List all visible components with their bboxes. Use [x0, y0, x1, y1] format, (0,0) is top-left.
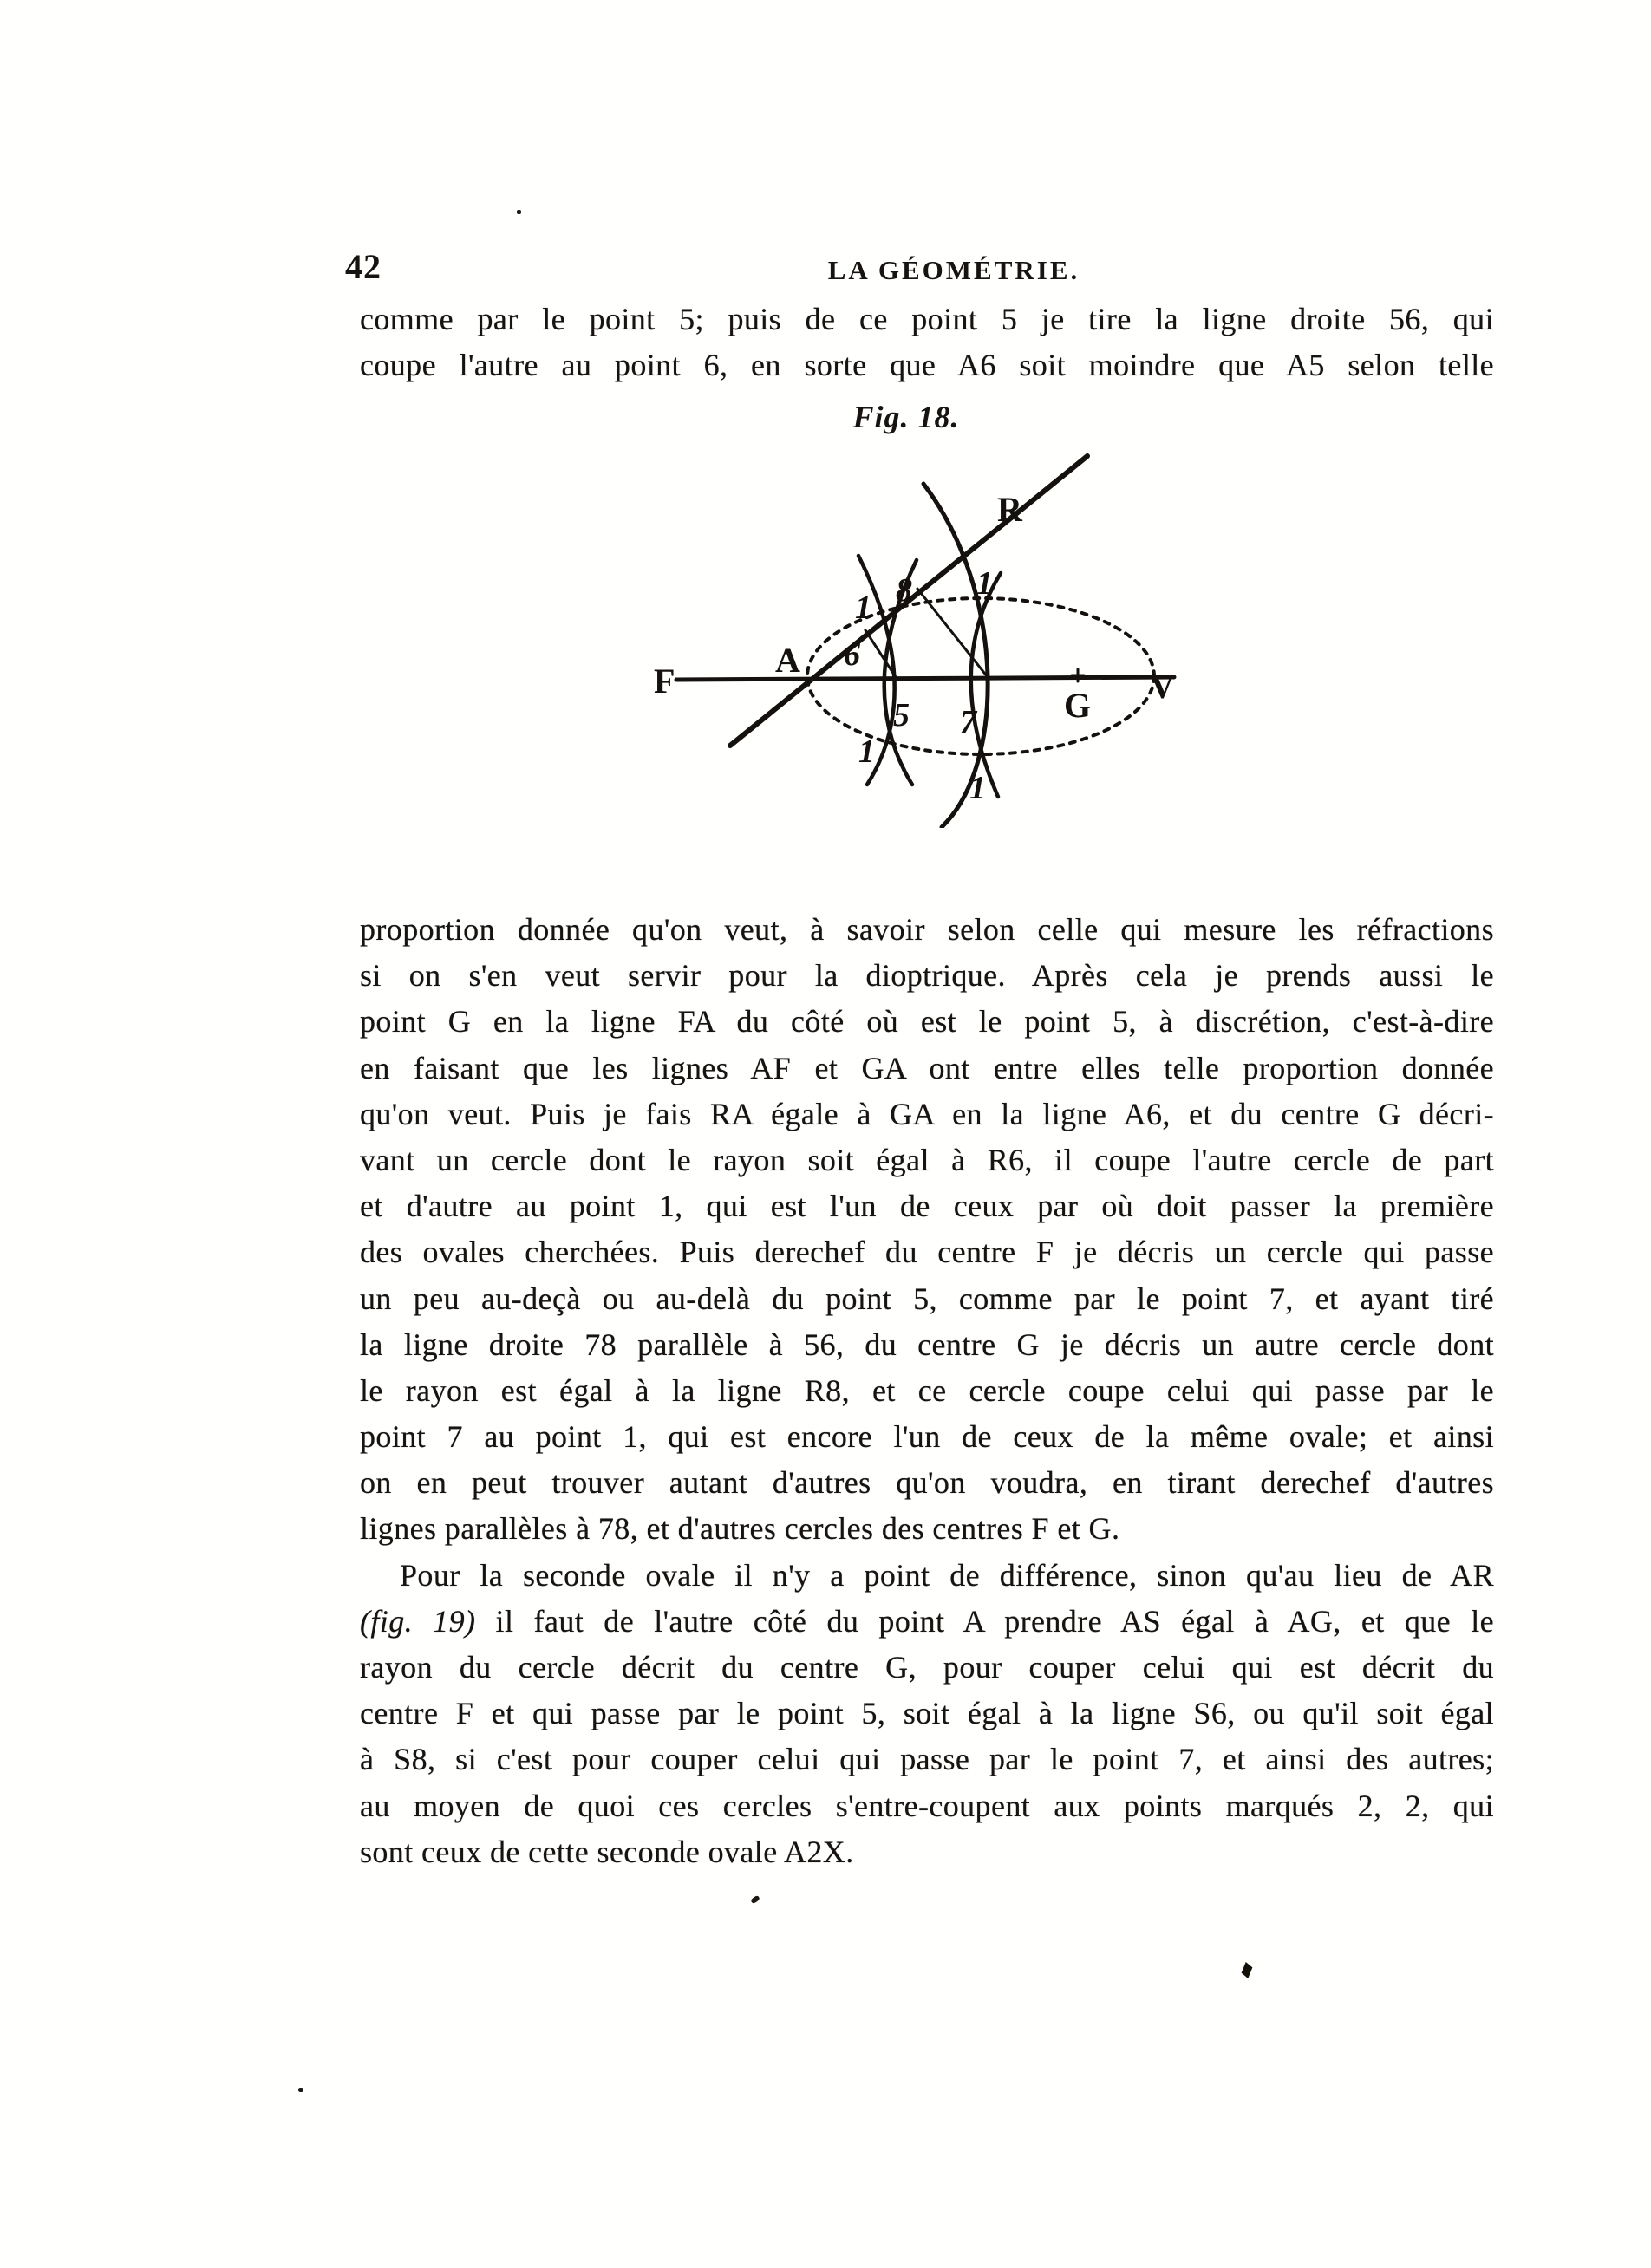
text-line: au moyen de quoi ces cercles s'entre-coupent aux points marqués 2, 2, qui [360, 1788, 1494, 1823]
intro-paragraph [360, 297, 1494, 388]
text-line: coupe l'autre au point 6, en sorte que A6 soit moindre que A5 selon telle [360, 348, 1494, 383]
label-G: G [1064, 686, 1092, 725]
ink-blot [1242, 1962, 1253, 1978]
text-line-with-figref [360, 1599, 1494, 1645]
label-R: R [997, 490, 1022, 529]
label-F: F [654, 662, 675, 701]
ink-speck [750, 1895, 760, 1905]
text-line: comme par le point 5; puis de ce point 5 je tire la ligne droite 56, qui [360, 302, 1494, 336]
text-line: des ovales cherchées. Puis derechef du centre F je décris un cercle qui passe [360, 1235, 1494, 1270]
text-line: point 7 au point 1, qui est encore l'un de ceux de la même ovale; et ainsi [360, 1419, 1494, 1455]
text-line: point G en la ligne FA du côté où est le point 5, à discrétion, c'est-à-dire [360, 1004, 1494, 1040]
label-8: 8 [896, 572, 912, 609]
text-line-rest: il faut de l'autre côté du point A prendre AS égal à AG, et que le [475, 1603, 1494, 1639]
text-line: si on s'en veut servir pour la dioptrique. Après cela je prends aussi le [360, 958, 1494, 994]
axis-line-FV [676, 677, 1174, 680]
text-line-paragraph-end: sont ceux de cette seconde ovale A2X. [360, 1834, 854, 1869]
text-line: on en peut trouver autant d'autres qu'on voudra, en tirant derechef d'autres [360, 1465, 1494, 1501]
figure-caption: Fig. 18. [852, 400, 960, 434]
text-line: proportion donnée qu'on veut, à savoir selon celle qui mesure les réfractions [360, 912, 1494, 947]
ink-speck [517, 210, 521, 214]
ink-speck [298, 2088, 303, 2092]
figure-18-svg [633, 445, 1188, 828]
label-1-top-right: 1 [976, 565, 993, 602]
running-header-title: LA GÉOMÉTRIE. [827, 255, 1080, 285]
figure-19-reference: (fig. 19) [360, 1603, 476, 1639]
main-text [360, 907, 1494, 1875]
text-line: vant un cercle dont le rayon soit égal à R6, il coupe l'autre cercle de part [360, 1142, 1494, 1177]
text-line: centre F et qui passe par le point 5, soit égal à la ligne S6, ou qu'il soit égal [360, 1696, 1494, 1731]
text-line-paragraph-end: lignes parallèles à 78, et d'autres cercles des centres F et G. [360, 1511, 1120, 1547]
label-V: V [1150, 667, 1175, 706]
text-line: le rayon est égal à la ligne R8, et ce cercle coupe celui qui passe par le [360, 1372, 1494, 1408]
text-line: rayon du cercle décrit du centre G, pour couper celui qui est décrit du [360, 1650, 1494, 1685]
text-line: à S8, si c'est pour couper celui qui passe par le point 7, et ainsi des autres; [360, 1742, 1494, 1777]
text-line: et d'autre au point 1, qui est l'un de ceux par où doit passer la première [360, 1189, 1494, 1224]
label-1-bottom-left: 1 [858, 733, 875, 770]
label-7: 7 [960, 704, 976, 740]
text-line-paragraph-start: Pour la seconde ovale il n'y a point de différence, sinon qu'au lieu de AR [400, 1557, 1494, 1593]
label-5: 5 [893, 697, 910, 733]
text-line: un peu au-deçà ou au-delà du point 5, comme par le point 7, et ayant tiré [360, 1281, 1494, 1316]
figure-18-diagram [633, 445, 1188, 828]
text-line: la ligne droite 78 parallèle à 56, du centre G je décris un autre cercle dont [360, 1326, 1494, 1362]
text-line: en faisant que les lignes AF et GA ont entre elles telle proportion donnée [360, 1050, 1494, 1085]
label-6: 6 [844, 636, 860, 673]
label-1-bottom-right: 1 [969, 770, 986, 806]
label-1-top-left: 1 [855, 590, 871, 626]
text-line: qu'on veut. Puis je fais RA égale à GA en la ligne A6, et du centre G décri- [360, 1096, 1494, 1131]
label-A: A [775, 641, 800, 680]
page-number: 42 [345, 247, 382, 286]
